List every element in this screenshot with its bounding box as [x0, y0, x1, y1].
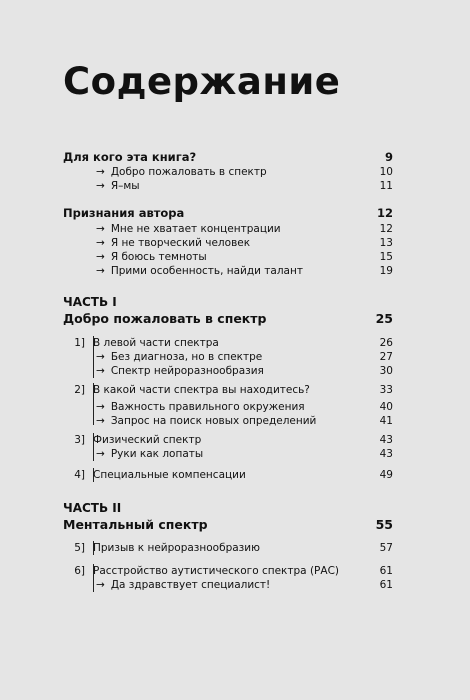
chapter-entry — [63, 564, 393, 578]
toc-subentry — [96, 179, 393, 193]
toc-subentry — [96, 364, 393, 378]
arrow-icon: → — [96, 166, 105, 178]
part-title: Ментальный спектр — [63, 518, 208, 532]
part-label — [63, 501, 393, 515]
entry-label: В левой части спектра — [93, 337, 219, 349]
chapter-number: 4] — [74, 469, 85, 481]
entry-label: Важность правильного окружения — [110, 401, 305, 413]
entry-label: Добро пожаловать в спектр — [110, 166, 267, 178]
entry-page: 55 — [375, 517, 393, 532]
entry-label: Да здравствует специалист! — [110, 579, 271, 591]
entry-page: 33 — [379, 384, 393, 396]
chapter-entry — [63, 336, 393, 350]
entry-label: В какой части спектра вы находитесь? — [93, 384, 310, 396]
entry-label: Прими особенность, найди талант — [110, 265, 303, 277]
arrow-icon: → — [96, 579, 105, 591]
entry-page: 43 — [379, 448, 393, 460]
part-title-entry — [63, 518, 393, 532]
entry-label: Призыв к нейроразнообразию — [93, 542, 260, 554]
chapter-number: 6] — [74, 565, 85, 577]
entry-page: 9 — [384, 150, 393, 164]
chapter-number: 3] — [74, 434, 85, 446]
arrow-icon: → — [96, 351, 105, 363]
entry-page: 12 — [379, 223, 393, 235]
entry-label: Мне не хватает концентрации — [110, 223, 281, 235]
arrow-icon: → — [96, 223, 105, 235]
toc-subentry — [96, 222, 393, 236]
entry-page: 12 — [376, 206, 393, 220]
arrow-icon: → — [96, 237, 105, 249]
toc-subentry — [96, 250, 393, 264]
chapter-number: 1] — [74, 337, 85, 349]
toc-subentry — [96, 236, 393, 250]
entry-page: 57 — [379, 542, 393, 554]
part-heading: ЧАСТЬ I — [63, 295, 117, 309]
page-title: Содержание — [63, 60, 341, 103]
part-title: Добро пожаловать в спектр — [63, 312, 267, 326]
entry-label: Признания автора — [63, 206, 185, 220]
entry-page: 40 — [379, 401, 393, 413]
chapter-entry — [63, 468, 393, 482]
entry-label: Руки как лопаты — [110, 448, 204, 460]
toc-subentry — [96, 350, 393, 364]
entry-page: 10 — [379, 166, 393, 178]
entry-label: Запрос на поиск новых определений — [110, 415, 317, 427]
chapter-number: 2] — [74, 384, 85, 396]
entry-label: Физический спектр — [93, 434, 202, 446]
toc-subentry — [96, 414, 393, 428]
chapter-entry — [63, 541, 393, 555]
entry-page: 41 — [379, 415, 393, 427]
arrow-icon: → — [96, 401, 105, 413]
arrow-icon: → — [96, 415, 105, 427]
entry-label: Спектр нейроразнообразия — [110, 365, 264, 377]
entry-label: Я боюсь темноты — [110, 251, 207, 263]
entry-page: 13 — [379, 237, 393, 249]
chapter-entry — [63, 433, 393, 447]
entry-page: 25 — [375, 311, 393, 326]
toc-entry — [63, 206, 393, 220]
toc-subentry — [96, 447, 393, 461]
entry-page: 15 — [379, 251, 393, 263]
toc-subentry — [96, 578, 393, 592]
entry-page: 11 — [379, 180, 393, 192]
entry-label: Специальные компенсации — [93, 469, 246, 481]
entry-label: Для кого эта книга? — [63, 150, 197, 164]
entry-page: 49 — [379, 469, 393, 481]
entry-label: Без диагноза, но в спектре — [110, 351, 263, 363]
toc-entry — [63, 150, 393, 164]
toc-subentry — [96, 264, 393, 278]
chapter-number: 5] — [74, 542, 85, 554]
arrow-icon: → — [96, 180, 105, 192]
part-heading: ЧАСТЬ II — [63, 501, 122, 515]
arrow-icon: → — [96, 448, 105, 460]
entry-page: 30 — [379, 365, 393, 377]
entry-label: Расстройство аутистического спектра (РАС) — [93, 565, 339, 577]
arrow-icon: → — [96, 251, 105, 263]
part-title-entry — [63, 312, 393, 326]
entry-page: 61 — [379, 579, 393, 591]
toc-subentry — [96, 400, 393, 414]
entry-page: 27 — [379, 351, 393, 363]
entry-label: Я–мы — [110, 180, 140, 192]
toc-subentry — [96, 165, 393, 179]
entry-page: 61 — [379, 565, 393, 577]
entry-label: Я не творческий человек — [110, 237, 251, 249]
part-label — [63, 295, 393, 309]
arrow-icon: → — [96, 365, 105, 377]
entry-page: 26 — [379, 337, 393, 349]
entry-page: 43 — [379, 434, 393, 446]
entry-page: 19 — [379, 265, 393, 277]
chapter-entry — [63, 383, 393, 397]
arrow-icon: → — [96, 265, 105, 277]
